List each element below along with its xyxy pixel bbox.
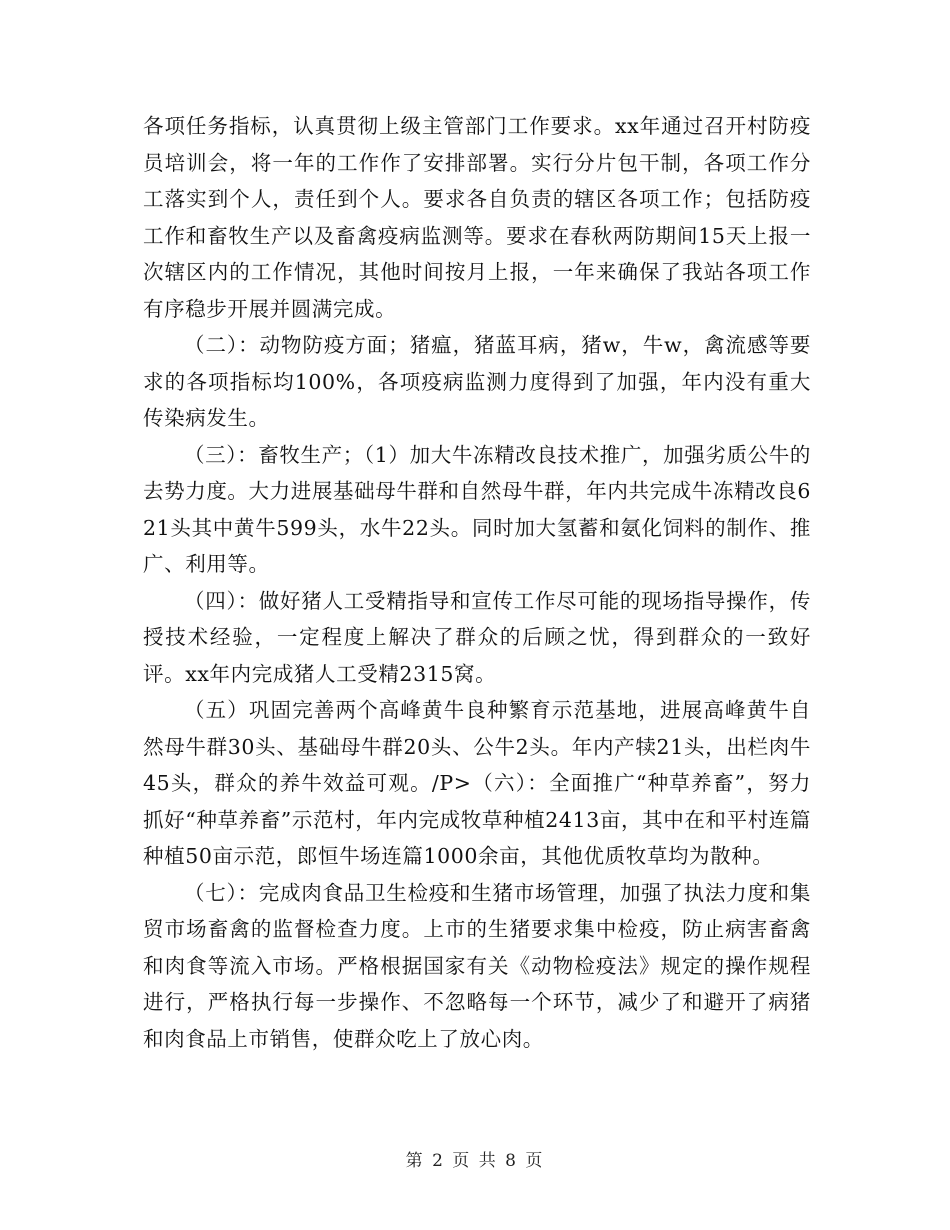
paragraph-section-5-6: （五）巩固完善两个高峰黄牛良种繁育示范基地，进展高峰黄牛自然母牛群30头、基础母牛群20头、公牛2头。年内产犊21头，出栏肉牛45头，群众的养牛效益可观。/P>（六）：全面推广“种草养畜”，努力抓好“种草养畜”示范村，年内完成牧草种植2413亩，其中在和平村连篇种植50亩示范，郎恒牛场连篇1000余亩，其他优质牧草均为散种。 [143,698,811,868]
paragraph-section-4: （四）：做好猪人工受精指导和宣传工作尽可能的现场指导操作，传授技术经验，一定程度上解决了群众的后顾之忧，得到群众的一致好评。xx年内完成猪人工受精2315窝。 [143,588,811,686]
paragraph-section-7: （七）：完成肉食品卫生检疫和生猪市场管理，加强了执法力度和集贸市场畜禽的监督检查力度。上市的生猪要求集中检疫，防止病害畜禽和肉食等流入市场。严格根据国家有关《动物检疫法》规定的操作规程进行，严格执行每一步操作、不忽略每一个环节，减少了和避开了病猪和肉食品上市销售，使群众吃上了放心肉。 [143,880,811,1051]
page-number-footer: 第 2 页 共 8 页 [405,1151,545,1171]
paragraph-section-2: （二）：动物防疫方面；猪瘟，猪蓝耳病，猪w，牛w，禽流感等要求的各项指标均100%，各项疫病监测力度得到了加强，年内没有重大传染病发生。 [143,333,811,430]
paragraph-section-3: （三）：畜牧生产；（1）加大牛冻精改良技术推广，加强劣质公牛的去势力度。大力进展基础母牛群和自然母牛群，年内共完成牛冻精改良621头其中黄牛599头，水牛22头。同时加大氢蓄和氨化饲料的制作、推广、利用等。 [143,442,811,576]
paragraph-intro: 各项任务指标，认真贯彻上级主管部门工作要求。xx年通过召开村防疫员培训会，将一年的工作作了安排部署。实行分片包干制，各项工作分工落实到个人，责任到个人。要求各自负责的辖区各项工作；包括防疫工作和畜牧生产以及畜禽疫病监测等。要求在春秋两防期间15天上报一次辖区内的工作情况，其他时间按月上报，一年来确保了我站各项工作有序稳步开展并圆满完成。 [143,114,811,321]
document-body [143,108,811,1057]
